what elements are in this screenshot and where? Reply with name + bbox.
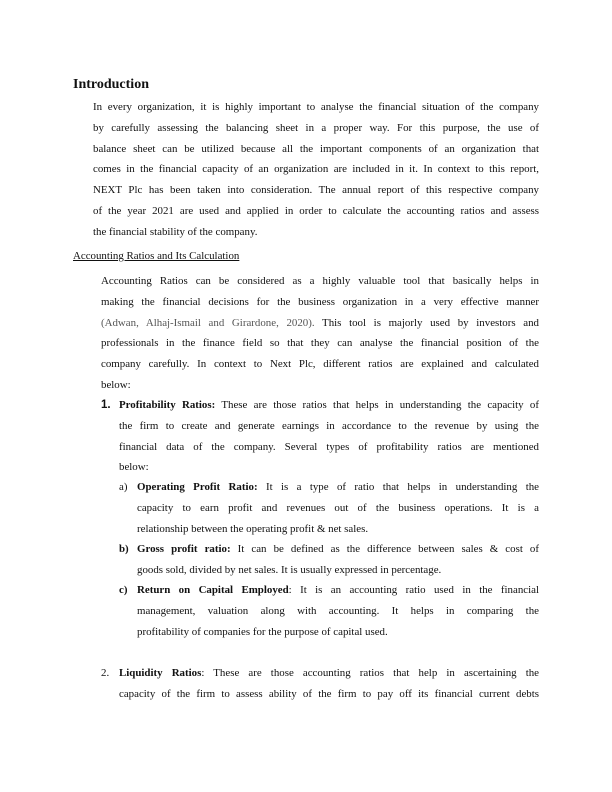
text-line [137,580,539,601]
accounting-ratios-paragraph [101,271,539,396]
text-line: relationship between the operating profit & net sales. [137,522,369,535]
text-segment: This tool is majorly used by investors and [314,316,539,329]
text-segment: It is a type of ratio that helps in understanding the [257,481,539,493]
text-line: goods sold, divided by net sales. It is usually expressed in percentage. [137,563,442,576]
sublist-letter: b) [119,543,129,555]
text-line: the financial stability of the company. [93,225,258,238]
subitem-gross-profit-ratio [137,539,539,581]
introduction-heading: Introduction [73,77,149,92]
item-label: Profitability Ratios: [119,399,216,411]
text-line [137,539,539,560]
sublist-letter: c) [119,584,128,596]
text-line: financial data of the company. Several types of profitability ratios are mentioned [119,440,539,453]
text-line: the firm to create and generate earnings in accordance to the revenue by using the [119,419,539,432]
text-line: professionals in the finance field so that they can analyse the financial position of the [101,337,539,350]
item-label: Operating Profit Ratio: [137,481,258,493]
item-label: Liquidity Ratios [119,667,202,679]
text-line: of the year 2021 are used and applied in order to calculate the accounting ratios and assess [93,204,539,217]
text-line: by carefully assessing the balancing sheet in a proper way. For this purpose, the use of [93,121,539,134]
citation: (Adwan, Alhaj-Ismail and Girardone, 2020). [101,316,315,329]
text-line: management, valuation along with accounting. It helps in comparing the [137,604,539,617]
text-line: balance sheet can be utilized because all the important components of an organization that [93,142,539,155]
text-line: capacity of the firm to assess ability of the firm to pay off its financial current debts [119,687,539,700]
text-line [137,477,539,498]
subitem-operating-profit-ratio [137,477,539,539]
text-line: company carefully. In context to Next Plc, different ratios are explained and calculated [101,358,539,370]
text-line: Accounting Ratios can be considered as a highly valuable tool that basically helps in [101,275,539,287]
list-number: 1. [101,399,111,411]
text-line [119,395,539,416]
text-line: capacity to earn profit and revenues out of the business operations. It is a [137,501,539,514]
introduction-paragraph [93,97,539,242]
text-segment: These are those ratios that helps in understanding the capacity of [215,399,539,411]
text-segment: It can be defined as the difference between sales & cost of [230,543,539,555]
text-line: making the financial decisions for the business organization in a very effective manner [101,295,539,308]
text-line: below: [119,461,149,474]
text-segment: : It is an accounting ratio used in the financial [288,584,539,596]
list-item-profitability-ratios [119,395,539,478]
item-label: Return on Capital Employed [137,584,289,596]
text-line: comes in the financial capacity of an organization are included in it. In context to this report, [93,163,539,176]
list-number: 2. [101,667,110,679]
text-line: In every organization, it is highly important to analyse the financial situation of the company [93,101,539,113]
sublist-letter: a) [119,481,128,493]
text-line: profitability of companies for the purpose of capital used. [137,625,388,638]
text-line [101,313,539,334]
text-line: NEXT Plc has been taken into consideration. The annual report of this respective company [93,184,539,196]
text-segment: : These are those accounting ratios that help in ascertaining the [201,667,539,679]
subitem-return-on-capital-employed [137,580,539,642]
item-label: Gross profit ratio: [137,543,231,555]
accounting-ratios-heading: Accounting Ratios and Its Calculation [73,250,240,262]
text-line: below: [101,378,131,391]
text-line [119,663,539,684]
list-item-liquidity-ratios [119,663,539,705]
